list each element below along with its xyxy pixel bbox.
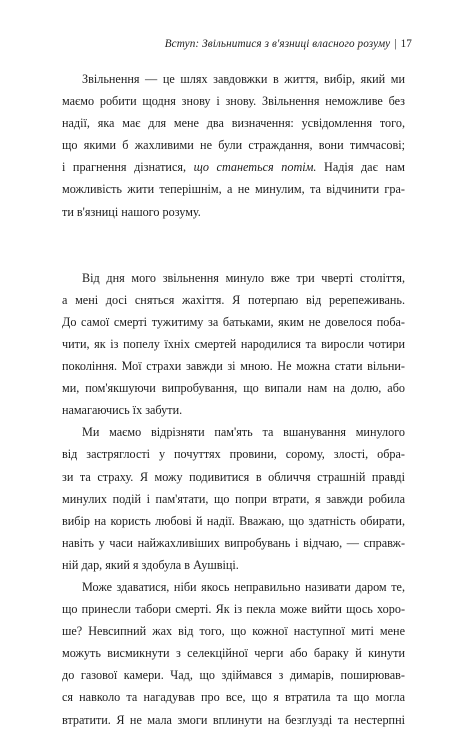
text-line: а мені досі сняться жахіття. Я потерпаю від ререпеживань. [62,292,405,307]
text-line: ше? Невсипний жах від того, що кожної наступної миті мене [62,624,405,639]
text-line: до газової камери. Чад, що здіймався з димарів, поширював- [62,668,405,683]
text-line: маємо робити щодня знову і знову. Звільнення неможливе без [62,94,405,109]
text-run: Надія дає нам [324,160,405,175]
text-line: Ми маємо відрізняти пам'ять та вшанування минулого [82,425,405,440]
text-line: вибір на користь любові й надії. Вважаю, що здатність обирати, [62,513,405,528]
text-line: можливість жити теперішнім, а не минулим, та відчинити гра- [62,182,405,197]
running-title: Вступ: Звільнитися з в'язниці власного розуму [164,38,391,50]
text-line: зи та страху. Я можу подивитися в обличчя страшній правді [62,469,405,484]
text-line: можуть висмикнути з селекційної черги або бараку й кинути [62,646,405,661]
text-line: втратити. Я не мала змоги вплинути на безглузді та нестерпні [62,712,405,727]
text-line: До самої смерті тужитиму за батьками, яким не довелося поба- [62,314,405,329]
text-run: і прагнення дізнатися, [62,160,187,175]
paragraph-2 [62,267,405,422]
section-break [62,223,405,267]
text-line: чити, як із попелу їхніх смертей народилися та виросли чотири [62,336,405,351]
text-line: що принесли табори смерті. Як із пекла може вийти щось хоро- [62,602,405,617]
text-line: намагаючись їх забути. [62,403,183,418]
italic-phrase: що станеться потім. [193,160,317,175]
paragraph-1 [62,68,405,223]
running-header [165,38,412,50]
text-line: ми, пом'якшуючи випробування, що випали нам на долю, або [62,381,405,396]
text-line: ся навколо та нагадував про все, що я втратила та що могла [62,690,405,705]
text-line: навіть у часи найжахливіших випробувань і відчаю, — справж- [62,535,405,550]
paragraph-4 [62,576,405,731]
text-line [62,156,405,178]
text-line: що якими б жахливими не були страждання, вони тимчасові; [62,138,405,153]
text-line: Звільнення — це шлях завдовжки в життя, вибір, який ми [82,72,405,86]
text-line: від застряглості у почуттях провини, сорому, злості, обра- [62,447,405,462]
page-number: 17 [400,38,412,50]
body-text [62,68,405,731]
text-line: ти в'язниці нашого розуму. [62,204,201,219]
text-line: Від дня мого звільнення минуло вже три чверті століття, [82,270,405,285]
text-line: надії, яка має для мене два визначення: усвідомлення того, [62,116,405,131]
paragraph-3 [62,421,405,576]
text-line: минулих подій і пам'ятати, що попри втрати, я завжди робила [62,491,405,506]
text-line: Може здаватися, ніби якось неправильно називати даром те, [82,579,405,594]
text-line: ній дар, який я здобула в Аушвіці. [62,557,239,572]
text-line: покоління. Мої страхи завжди зі мною. Не можна стати вільни- [62,359,405,374]
header-separator: | [394,38,397,50]
